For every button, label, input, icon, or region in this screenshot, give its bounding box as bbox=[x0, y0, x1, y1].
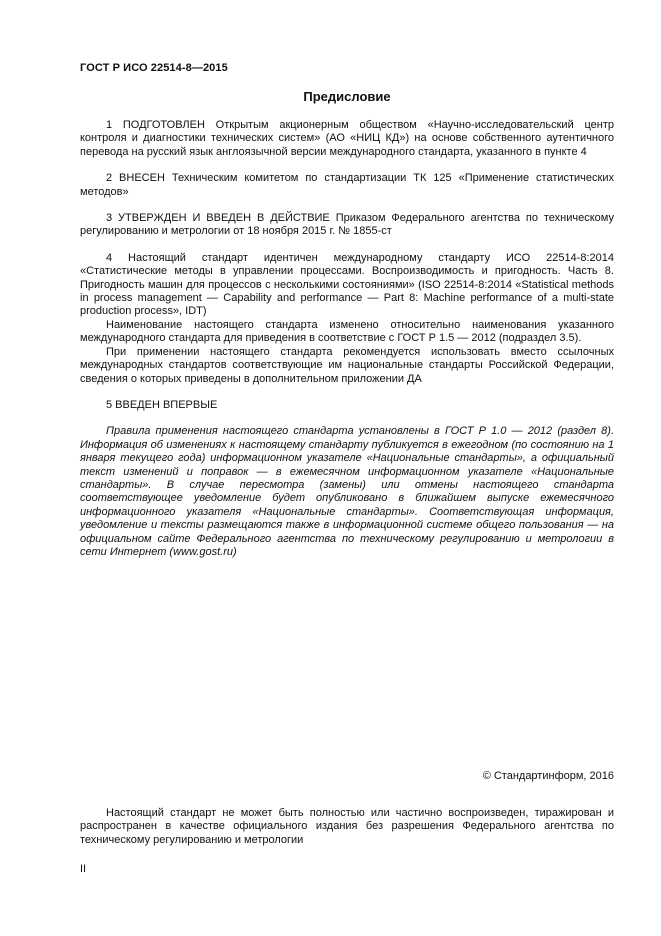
copyright-line: © Стандартинформ, 2016 bbox=[482, 770, 614, 782]
paragraph-identical: 4 Настоящий стандарт идентичен международному стандарту ИСО 22514-8:2014 «Статистические методы в управлении процессами. Воспроизводимость и пригодность. Часть 8. Пригодность машин для процессов с несколькими состояниями» (ISO 22514-8:2014 «Statistical methods in process management — Capability and performance — Part 8: Machine performance of a multi-state production process», IDT) bbox=[80, 251, 614, 318]
paragraph-first-introduced: 5 ВВЕДЕН ВПЕРВЫЕ bbox=[106, 398, 218, 411]
paragraph-name-change: Наименование настоящего стандарта изменено относительно наименования указанного международного стандарта для приведения в соответствие с ГОСТ Р 1.5 — 2012 (подраздел 3.5). bbox=[80, 318, 614, 345]
paragraph-application-rules: Правила применения настоящего стандарта установлены в ГОСТ Р 1.0 — 2012 (раздел 8). Информация об изменениях к настоящему стандарту публикуется в ежегодном (по состоянию на 1 января текущего года) информационном указателе «Национальные стандарты», а официальный текст изменений и поправок — в ежемесячном информационном указателе «Национальные стандарты». В случае пересмотра (замены) или отмены настоящего стандарта соответствующее уведомление будет опубликовано в ближайшем выпуске ежемесячного информационного указателя «Национальные стандарты». Соответствующая информация, уведомление и тексты размещаются также в информационной системе общего пользования — на официальном сайте Федерального агентства по техническому регулированию и метрологии в сети Интернет (www.gost.ru) bbox=[80, 425, 614, 558]
reproduction-notice bbox=[80, 807, 614, 847]
reproduction-notice-text: Настоящий стандарт не может быть полностью или частично воспроизведен, тиражирован и распространен в качестве официального издания без разрешения Федерального агентства по техническому регулированию и метрологии bbox=[80, 807, 614, 846]
page-number: II bbox=[80, 863, 87, 875]
standard-code-header: ГОСТ Р ИСО 22514-8—2015 bbox=[80, 62, 228, 74]
foreword-body bbox=[80, 119, 614, 559]
paragraph-approved: 3 УТВЕРЖДЕН И ВВЕДЕН В ДЕЙСТВИЕ Приказом Федерального агентства по техническому регулированию и метрологии от 18 ноября 2015 г. № 1855-ст bbox=[80, 212, 614, 238]
paragraph-introduced: 2 ВНЕСЕН Техническим комитетом по стандартизации ТК 125 «Применение статистических методов» bbox=[80, 172, 614, 198]
page-title: Предисловие bbox=[303, 89, 391, 104]
paragraph-references: При применении настоящего стандарта рекомендуется использовать вместо ссылочных международных стандартов соответствующие им национальные стандарты Российской Федерации, сведения о которых приведены в дополнительном приложении ДА bbox=[80, 345, 614, 385]
paragraph-prepared: 1 ПОДГОТОВЛЕН Открытым акционерным обществом «Научно-исследовательский центр контроля и диагностики технических систем» (АО «НИЦ КД») на основе собственного аутентичного перевода на русский язык англоязычной версии международного стандарта, указанного в пункте 4 bbox=[80, 119, 614, 158]
